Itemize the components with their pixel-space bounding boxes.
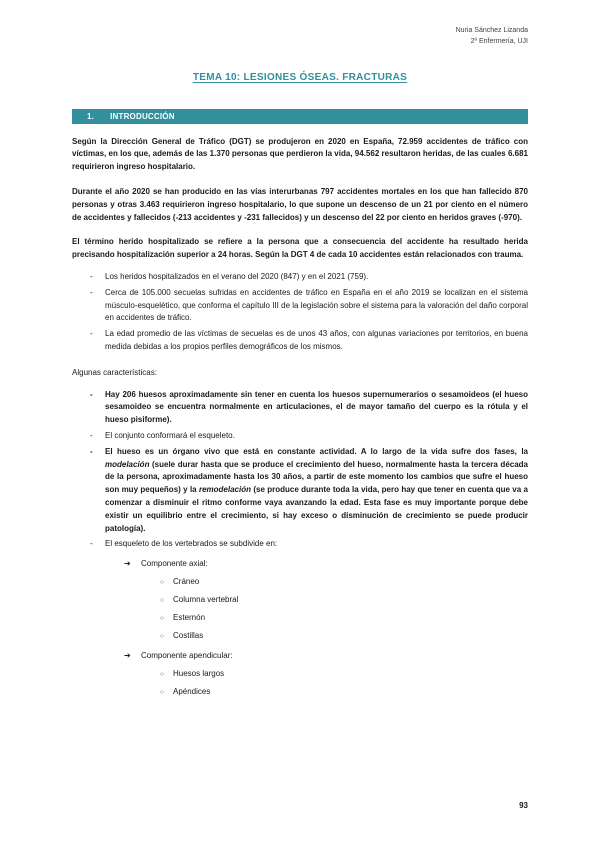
list-item-text: Los heridos hospitalizados en el verano del 2020 (847) y en el 2021 (759). [105,272,369,282]
circle-bullet: ○ [160,688,164,696]
section-number: 1. [87,111,95,121]
skeleton-axial-label [124,558,528,571]
circle-bullet: ○ [160,633,164,640]
sublist-label: Componente apendicular: [141,651,233,660]
list-item-text: El conjunto conformará el esqueleto. [105,431,235,441]
dash-bullet: - [90,272,93,282]
document-title: TEMA 10: LESIONES ÓSEAS. FRACTURAS [192,71,408,83]
skeleton-item-text: Apéndices [173,686,211,696]
document-body [72,136,528,699]
circle-bullet: ○ [160,579,164,586]
skeleton-item-text: Huesos largos [173,668,225,678]
list-item [90,446,528,536]
dash-bullet: - [90,539,93,549]
page-header [72,26,528,48]
arrow-bullet: ➔ [124,559,131,569]
sublist-label: Componente axial: [141,559,208,569]
dash-bullet: - [90,446,93,456]
list-item-text: El hueso es un órgano vivo que está en constante actividad. A lo largo de la vida sufre dos fases, la modelación (suele durar hasta que se produce el crecimiento del hueso, normalmente hasta la tercera década de la persona, aproximadamente hasta los 30 años, a partir de este momento los cambios que sufre el hueso son muy pequeños) y la remodelación (se produce durante toda la vida, pero hay que tener en cuenta que va a comenzar a disminuir el ritmo conforme vaya avanzando la edad. Esta fase es muy importante porque debe existir un equilibrio entre el crecimiento, si hay exceso o disminución de crecimiento se puede producir patología). [105,446,528,533]
intro-paragraph-1: Según la Dirección General de Tráfico (DGT) se produjeron en 2020 en España, 72.959 accidentes de tráfico con víctimas, en los que, además de las 1.370 personas que perdieron la vida, 94.562 resultaron heridas, de las cuales 6.681 requirieron ingreso hospitalario. [72,136,528,172]
circle-bullet: ○ [160,597,164,604]
author-name: Nuria Sánchez Lizanda [455,27,528,34]
list-item-text: Hay 206 huesos aproximadamente sin tener en cuenta los huesos supernumerarios o sesamoideos (el hueso sesamoideo se encuentra normalmente en articulaciones, el de mayor tamaño del cuerpo es la rótula y el hueso pisiforme). [105,389,528,425]
circle-bullet: ○ [160,615,164,622]
list-item-text: Cerca de 105.000 secuelas sufridas en accidentes de tráfico en España en el año 2019 se localizan en el sistema músculo-esquelético, que conforma el capítulo III de la legislación sobre el sistema para la valoración del daño corporal en accidentes de tráfico. [105,287,528,323]
stats-list [72,271,528,354]
characteristics-list [72,389,528,552]
skeleton-item [160,612,528,625]
skeleton-item-text: Costillas [173,631,204,640]
skeleton-item [160,594,528,607]
skeleton-item [160,668,528,681]
list-item [90,271,528,284]
dash-bullet: - [90,287,93,297]
dash-bullet: - [90,329,93,339]
list-item [90,538,528,551]
intro-paragraph-3: El término herido hospitalizado se refiere a la persona que a consecuencia del accidente ha resultado herida precisando hospitalización superior a 24 horas. Según la DGT 4 de cada 10 accidentes están relacionados con trauma. [72,237,528,260]
course-info: 2º Enfermería, UJI [470,37,528,45]
arrow-bullet: ➔ [124,651,131,660]
skeleton-item [160,630,528,643]
list-item-text: El esqueleto de los vertebrados se subdivide en: [105,539,278,549]
intro-paragraph-2: Durante el año 2020 se han producido en las vías interurbanas 797 accidentes mortales en los que han fallecido 870 personas y otras 3.463 requirieron ingreso hospitalario, lo que supone un descenso de un 21 por ciento en el número de accidentes y fallecidos (-213 accidentes y -231 fallecidos) y un descenso del 22 por ciento en heridos graves (-970). [72,187,528,222]
skeleton-item [160,576,528,589]
list-item [90,328,528,354]
dash-bullet: - [90,431,93,441]
section-heading-bar [72,109,528,124]
list-item [90,430,528,443]
characteristics-intro: Algunas características: [72,367,157,377]
skeleton-item-text: Esternón [173,613,206,622]
list-item [90,287,528,325]
section-title: INTRODUCCIÓN [110,111,175,121]
skeleton-appendicular-label [124,650,528,663]
dash-bullet: - [90,389,93,399]
list-item-text: La edad promedio de las víctimas de secuelas es de unos 43 años, con algunas variaciones por territorios, en buena medida debidas a los propios perfiles demográficos de los mismos. [105,329,528,352]
page-number: 93 [519,801,528,810]
circle-bullet: ○ [160,670,164,678]
skeleton-item-text: Cráneo [173,577,200,586]
italic-term: remodelación [198,485,251,495]
list-item [90,389,528,427]
italic-term: modelación [105,459,150,469]
skeleton-sublist [72,558,528,699]
skeleton-item-text: Columna vertebral [173,595,239,604]
skeleton-item [160,686,528,699]
